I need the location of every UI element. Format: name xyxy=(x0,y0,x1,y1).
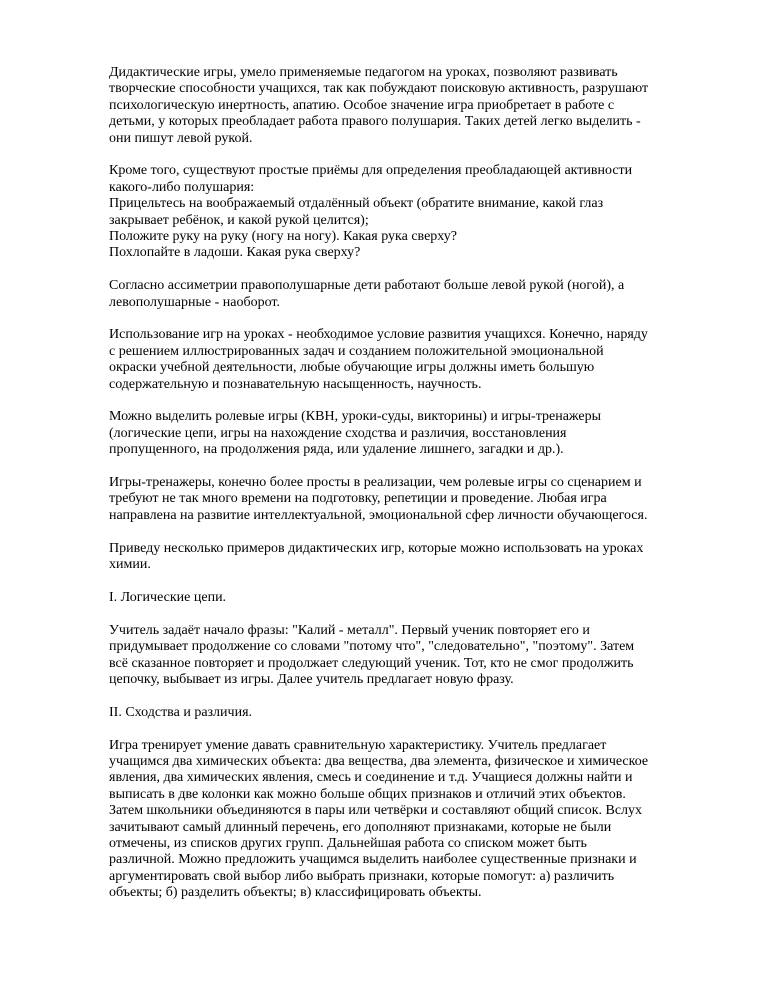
paragraph-intro xyxy=(109,65,709,147)
text-line: придумывает продолжение со словами "потому что", "следовательно", "поэтому". Затем xyxy=(109,639,635,655)
text-line: требуют не так много времени на подготовку, репетиции и проведение. Любая игра xyxy=(109,491,607,507)
text-line: Положите руку на руку (ногу на ногу). Какая рука сверху? xyxy=(109,229,457,245)
text-line: Затем школьники объединяются в пары или четвёрки и составляют общий список. Вслух xyxy=(109,803,643,819)
text-line: аргументировать свой выбор либо выбрать признаки, которые помогут: а) различить xyxy=(109,868,615,884)
paragraph-game-types xyxy=(109,409,709,458)
paragraph-hemisphere-tests xyxy=(109,163,709,261)
text-line: какого-либо полушария: xyxy=(109,179,255,195)
paragraph-games-usage xyxy=(109,327,709,393)
text-line: учащимся два химических объекта: два вещества, два элемента, физическое и химическое xyxy=(109,753,649,769)
text-line: химии. xyxy=(109,557,151,573)
text-line: (логические цепи, игры на нахождение сходства и различия, восстановления xyxy=(109,425,567,441)
paragraph-logical-chains xyxy=(109,623,709,689)
paragraph-asymmetry xyxy=(109,278,709,311)
text-line: детьми, у которых преобладает работа правого полушария. Таких детей легко выделить - xyxy=(109,114,641,130)
text-line: различной. Можно предложить учащимся выделить наиболее существенные признаки и xyxy=(109,852,637,868)
text-line: зачитывают самый длинный перечень, его дополняют признаками, которые не были xyxy=(109,819,612,835)
document-body xyxy=(109,65,709,918)
text-line: они пишут левой рукой. xyxy=(109,130,253,146)
text-line: психологическую инертность, апатию. Особое значение игра приобретает в работе с xyxy=(109,97,615,113)
text-line: Можно выделить ролевые игры (КВН, уроки-суды, викторины) и игры-тренажеры xyxy=(109,409,602,425)
text-line: закрывает ребёнок, и какой рукой целится); xyxy=(109,212,369,228)
text-line: с решением иллюстрированных задач и созданием положительной эмоциональной xyxy=(109,343,604,359)
text-line: цепочку, выбывает из игры. Далее учитель предлагает новую фразу. xyxy=(109,671,514,687)
paragraph-examples-intro xyxy=(109,541,709,574)
text-line: Учитель задаёт начало фразы: "Калий - металл". Первый ученик повторяет его и xyxy=(109,622,590,638)
text-line: Приведу несколько примеров дидактических игр, которые можно использовать на уроках xyxy=(109,540,644,556)
text-line: творческие способности учащихся, так как побуждают поисковую активность, разрушают xyxy=(109,81,649,97)
text-line: всё сказанное повторяет и продолжает следующий ученик. Тот, кто не смог продолжить xyxy=(109,655,634,671)
text-line: окраски учебной деятельности, любые обучающие игры должны иметь большую xyxy=(109,360,595,376)
text-line: Кроме того, существуют простые приёмы для определения преобладающей активности xyxy=(109,163,633,179)
paragraph-trainers xyxy=(109,475,709,524)
text-line: явления, два химических явления, смесь и соединение и т.д. Учащиеся должны найти и xyxy=(109,770,633,786)
text-line: пропущенного, на продолжения ряда, или удаление лишнего, загадки и др.). xyxy=(109,442,564,458)
text-line: II. Сходства и различия. xyxy=(109,704,253,720)
text-line: содержательную и познавательную насыщенность, научность. xyxy=(109,376,482,392)
text-line: левополушарные - наоборот. xyxy=(109,294,280,310)
text-line: выписать в две колонки как можно больше общих признаков и отличий этих объектов. xyxy=(109,786,626,802)
text-line: отмечены, из списков других групп. Дальнейшая работа со списком может быть xyxy=(109,835,587,851)
section-heading-logical-chains xyxy=(109,590,709,606)
paragraph-similarities xyxy=(109,738,709,902)
text-line: Игры-тренажеры, конечно более просты в реализации, чем ролевые игры со сценарием и xyxy=(109,475,642,491)
text-line: Использование игр на уроках - необходимое условие развития учащихся. Конечно, наряду xyxy=(109,327,648,343)
text-line: Прицельтесь на воображаемый отдалённый объект (обратите внимание, какой глаз xyxy=(109,196,604,212)
text-line: Дидактические игры, умело применяемые педагогом на уроках, позволяют развивать xyxy=(109,65,618,80)
text-line: направлена на развитие интеллектуальной, эмоциональной сфер личности обучающегося. xyxy=(109,507,648,523)
text-line: Похлопайте в ладоши. Какая рука сверху? xyxy=(109,245,361,261)
text-line: объекты; б) разделить объекты; в) классифицировать объекты. xyxy=(109,885,482,901)
section-heading-similarities xyxy=(109,705,709,721)
text-line: I. Логические цепи. xyxy=(109,589,227,605)
text-line: Согласно ассиметрии правополушарные дети работают больше левой рукой (ногой), а xyxy=(109,278,625,294)
text-line: Игра тренирует умение давать сравнительную характеристику. Учитель предлагает xyxy=(109,737,607,753)
